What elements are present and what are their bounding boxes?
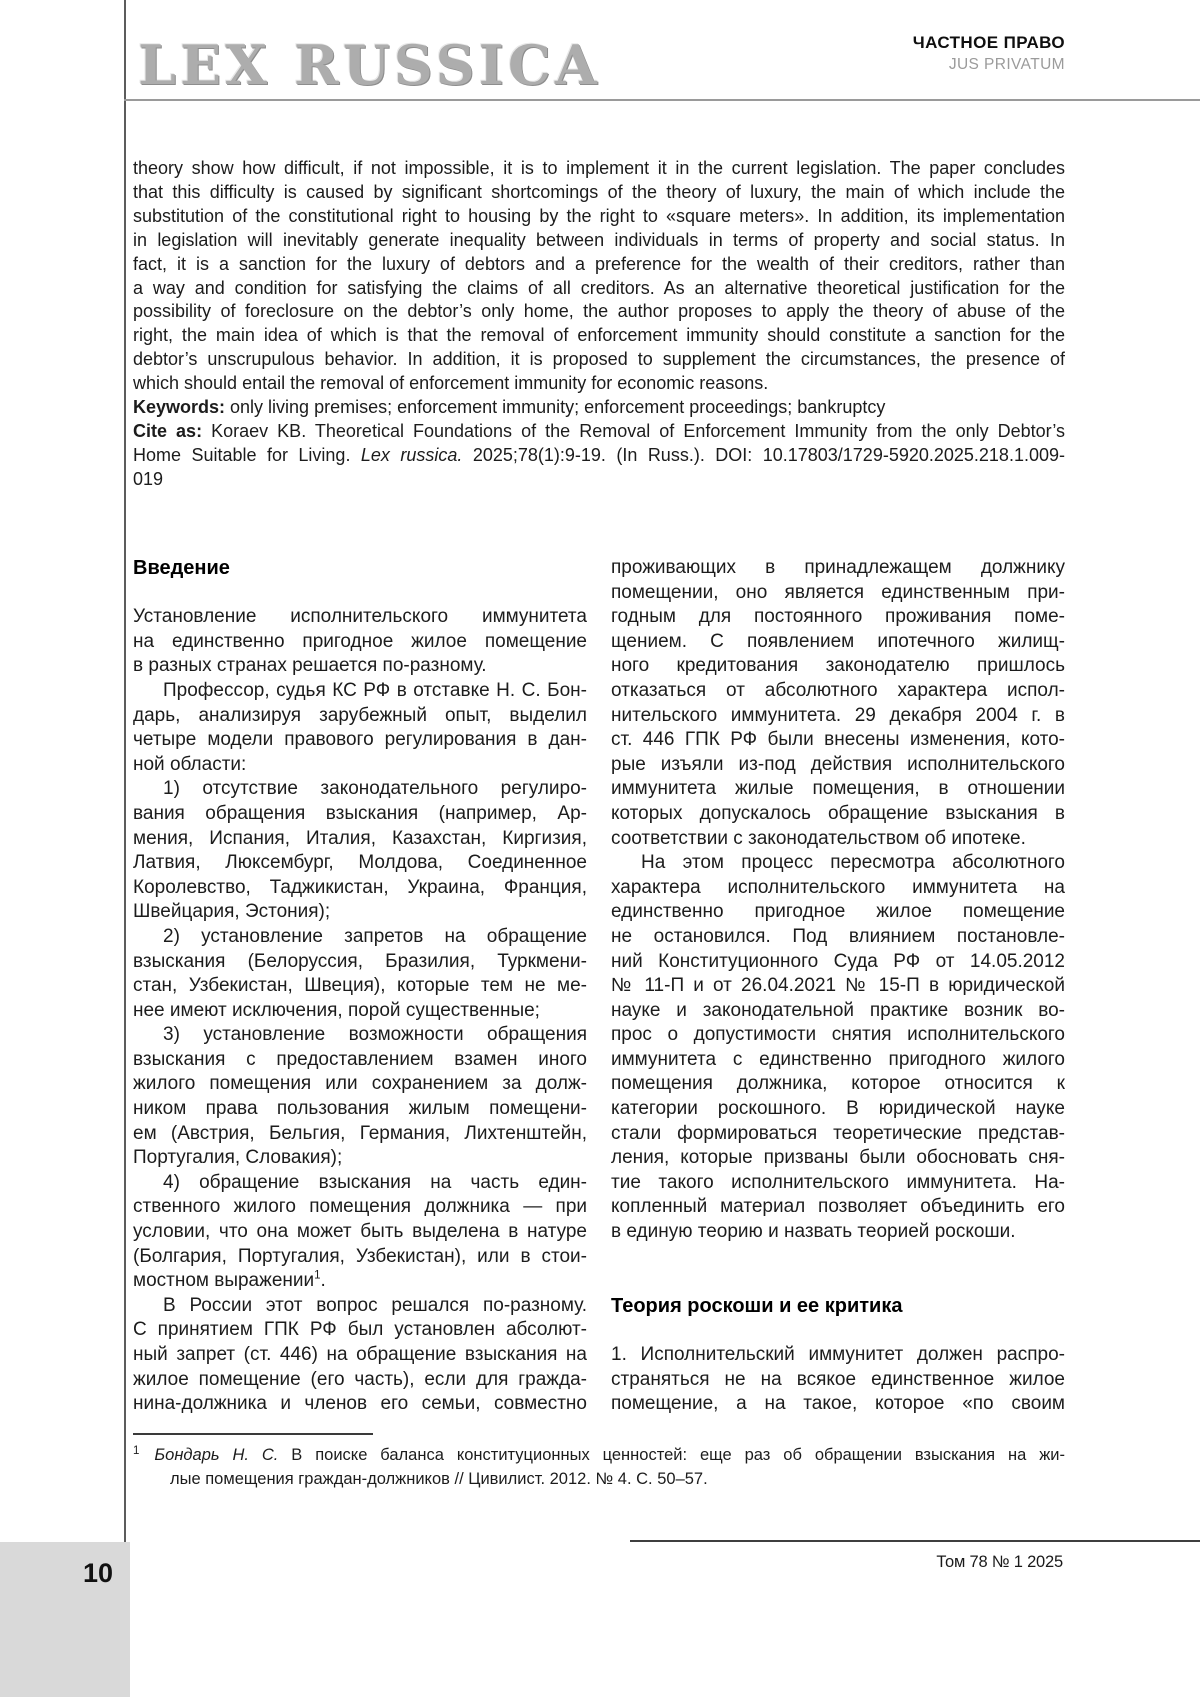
- journal-logo: LEX RUSSICA: [138, 33, 601, 97]
- text-line: не остановился. Под влиянием постановле-: [611, 925, 1065, 947]
- text-line: отказаться от абсолютного характера испол-: [611, 679, 1065, 701]
- text-line: № 11-П и от 26.04.2021 № 15-П в юридической: [611, 975, 1065, 997]
- body-right-column: [611, 556, 1065, 1417]
- text-line: вания обращения взыскания (например, Ар-: [133, 802, 587, 824]
- text-line: theory show how difficult, if not impossible, it is to implement it in the current legislation. The paper concludes: [133, 158, 1065, 178]
- blank-line: [611, 1318, 1065, 1343]
- text-line: прос о допустимости снятия исполнительского: [611, 1024, 1065, 1046]
- text-line: соответствии с законодательством об ипотеке.: [611, 827, 1026, 849]
- text-line: Cite as: Koraev KB. Theoretical Foundations of the Removal of Enforcement Immunity from the only Debtor’s: [133, 420, 1065, 441]
- article-body: [133, 556, 1065, 1417]
- text-line: стан, Узбекистан, Швеция), которые тем не ме-: [133, 975, 587, 997]
- text-line: категории роскошного. В юридической науке: [611, 1098, 1065, 1120]
- volume-issue: Том 78 № 1 2025: [936, 1553, 1063, 1571]
- text-line: нина-должника и членов его семьи, совместно: [133, 1393, 587, 1415]
- text-line: 2) установление запретов на обращение: [163, 925, 587, 947]
- text-line: иммунитета с единственно пригодного жилого: [611, 1048, 1065, 1070]
- abstract-continuation: [133, 157, 1065, 492]
- text-line: that this difficulty is caused by significant shortcomings of the theory of luxury, the main of which include the: [133, 181, 1065, 202]
- blank-line: [611, 1245, 1065, 1270]
- text-line: в разных странах решается по-разному.: [133, 655, 487, 677]
- text-line: щением. С появлением ипотечного жилищ-: [611, 630, 1065, 652]
- text-line: right, the main idea of which is that the removal of enforcement immunity should constitute a sanction for the: [133, 325, 1065, 346]
- text-line: На этом процесс пересмотра абсолютного: [641, 852, 1065, 874]
- text-line: ный запрет (ст. 446) на обращение взыскания на: [133, 1344, 587, 1365]
- text-line: Home Suitable for Living. Lex russica. 2025;78(1):9-19. (In Russ.). DOI: 10.17803/1729-5920.2025.218.1.009-: [133, 444, 1065, 465]
- section-rubric: [913, 33, 1065, 73]
- text-line: на единственно пригодное жилое помещение: [133, 630, 587, 652]
- text-line: a way and condition for satisfying the claims of all creditors. As an alternative theoretical justification for the: [133, 277, 1065, 298]
- text-line: взыскания (Белоруссия, Бразилия, Туркмени-: [133, 950, 587, 972]
- text-line: нительского иммунитета. 29 декабря 2004 г. в: [611, 704, 1065, 726]
- text-line: в единую теорию и назвать теорией роскоши.: [611, 1221, 1016, 1243]
- blank-line: [611, 1269, 1065, 1294]
- text-line: страняться не на всякое единственное жилое: [611, 1368, 1065, 1390]
- text-line: Швейцария, Эстония);: [133, 901, 331, 923]
- text-line: ем (Австрия, Бельгия, Германия, Лихтенштейн,: [133, 1122, 587, 1144]
- rubric-ru: ЧАСТНОЕ ПРАВО: [912, 33, 1065, 52]
- text-line: Профессор, судья КС РФ в отставке Н. С. Бон-: [163, 679, 587, 701]
- text-line: помещение, а на такое, которое «по своим: [611, 1393, 1065, 1415]
- blank-line: [133, 581, 587, 606]
- text-line: единственно пригодное жилое помещение: [611, 901, 1065, 923]
- section-heading: Введение: [133, 557, 230, 579]
- text-line: жилого помещения или сохранением за долж-: [133, 1073, 587, 1095]
- text-line: in legislation will inevitably generate inequality between individuals in terms of property and social status. In: [133, 229, 1065, 250]
- text-line: мостном выражении$^1$.: [133, 1269, 326, 1292]
- text-line: $^1$ Бондарь Н. С. В поиске баланса конституционных ценностей: еще раз об обращении взыскания на жи-: [133, 1444, 1065, 1464]
- text-line: Португалия, Словакия);: [133, 1147, 343, 1169]
- text-line: взыскания с предоставлением взамен иного: [133, 1048, 587, 1070]
- text-line: четыре модели правового регулирования в дан-: [133, 729, 587, 751]
- text-line: substitution of the constitutional right to housing by the right to «square meters». In addition, its implementation: [133, 205, 1065, 226]
- text-line: 019: [133, 468, 164, 489]
- text-line: possibility of foreclosure on the debtor’s only home, the author proposes to apply the theory of abuse of the: [133, 301, 1065, 322]
- section-heading: Теория роскоши и ее критика: [611, 1294, 903, 1317]
- text-line: нее имеют исключения, порой существенные;: [133, 999, 540, 1021]
- text-line: ний Конституционного Суда РФ от 14.05.2012: [611, 950, 1065, 972]
- text-line: 3) установление возможности обращения: [163, 1024, 587, 1046]
- page-number: 10: [82, 1558, 113, 1588]
- text-line: иммунитета жилые помещения, в отношении: [611, 778, 1065, 800]
- text-line: ст. 446 ГПК РФ были внесены изменения, кото-: [611, 729, 1065, 751]
- text-line: характера исполнительского иммунитета на: [611, 876, 1065, 898]
- left-vertical-rule: [124, 0, 126, 1542]
- text-line: лые помещения граждан-должников // Цивилист. 2012. № 4. С. 50–57.: [170, 1470, 708, 1488]
- text-line: Королевство, Таджикистан, Украина, Франция,: [133, 876, 587, 898]
- footnote-rule: [133, 1433, 373, 1435]
- text-line: ником права пользования жилым помещени-: [133, 1098, 587, 1120]
- text-line: Установление исполнительского иммунитета: [133, 606, 587, 628]
- text-line: дарь, анализируя зарубежный опыт, выделил: [133, 704, 587, 726]
- rubric-la: JUS PRIVATUM: [948, 55, 1065, 73]
- text-line: рые изъяли из-под действия исполнительского: [611, 753, 1065, 775]
- text-line: fact, it is a sanction for the luxury of debtors and a preference for the wealth of their creditors, rather than: [133, 253, 1065, 274]
- text-line: Keywords: only living premises; enforcement immunity; enforcement proceedings; bankruptcy: [133, 397, 886, 418]
- text-line: ления, которые призваны были обосновать сня-: [611, 1147, 1065, 1169]
- text-line: debtor’s unscrupulous behavior. In addition, it is proposed to supplement the circumstances, the presence of: [133, 349, 1065, 370]
- text-line: помещении, оно является единственным при-: [611, 581, 1065, 603]
- text-line: which should entail the removal of enforcement immunity for economic reasons.: [133, 373, 769, 394]
- text-line: проживающих в принадлежащем должнику: [611, 557, 1065, 578]
- text-line: тие такого исполнительского иммунитета. На-: [611, 1171, 1065, 1193]
- text-line: Латвия, Люксембург, Молдова, Соединенное: [133, 852, 587, 874]
- text-line: условии, что она может быть выделена в натуре: [133, 1221, 587, 1243]
- text-line: С принятием ГПК РФ был установлен абсолют-: [133, 1319, 587, 1341]
- text-line: ной области:: [133, 753, 247, 775]
- body-left-column: [133, 556, 587, 1417]
- text-line: ного кредитования законодателю пришлось: [611, 655, 1065, 677]
- text-line: помещения должника, которое относится к: [611, 1073, 1065, 1095]
- text-line: ственного жилого помещения должника — при: [133, 1196, 587, 1218]
- text-line: науке и законодательной практике возник во-: [611, 999, 1065, 1021]
- text-line: В России этот вопрос решался по-разному.: [163, 1294, 587, 1316]
- text-line: стали формироваться теоретические представ-: [611, 1122, 1065, 1144]
- text-line: 4) обращение взыскания на часть един-: [163, 1171, 587, 1193]
- text-line: жилое помещение (его часть), если для гражда-: [133, 1368, 587, 1390]
- text-line: которых допускалось обращение взыскания в: [611, 802, 1065, 824]
- text-line: 1) отсутствие законодательного регулиро-: [163, 778, 587, 800]
- text-line: годным для постоянного проживания поме-: [611, 606, 1065, 628]
- footer-rule: [630, 1540, 1200, 1542]
- text-line: копленный материал позволяет объединить его: [611, 1196, 1065, 1218]
- text-line: мения, Испания, Италия, Казахстан, Киргизия,: [133, 827, 587, 849]
- text-line: (Болгария, Португалия, Узбекистан), или в стои-: [133, 1245, 587, 1267]
- footnote: [133, 1443, 1065, 1491]
- page-number-block: [0, 1542, 130, 1697]
- text-line: 1. Исполнительский иммунитет должен распро-: [611, 1344, 1065, 1365]
